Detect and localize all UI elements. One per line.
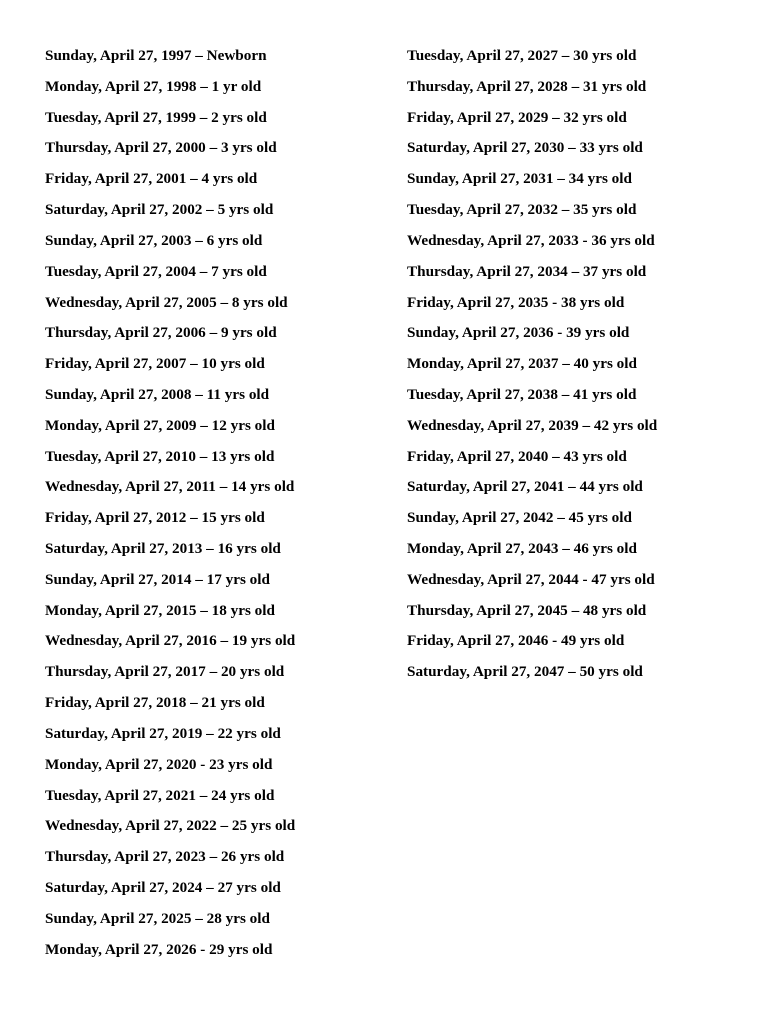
left-column-list [45,44,385,968]
birthday-entry: Monday, April 27, 1998 – 1 yr old [45,77,262,95]
birthday-entry: Sunday, April 27, 1997 – Newborn [45,47,267,64]
birthday-entry: Thursday, April 27, 2006 – 9 yrs old [45,324,277,342]
right-column-list [407,44,747,691]
birthday-entry: Tuesday, April 27, 2021 – 24 yrs old [45,786,275,804]
birthday-entry: Friday, April 27, 2001 – 4 yrs old [45,170,258,188]
birthday-entry: Monday, April 27, 2037 – 40 yrs old [407,355,637,373]
birthday-entry: Thursday, April 27, 2028 – 31 yrs old [407,77,647,95]
birthday-entry: Thursday, April 27, 2017 – 20 yrs old [45,663,285,681]
birthday-entry: Sunday, April 27, 2025 – 28 yrs old [45,909,270,927]
birthday-entry: Sunday, April 27, 2014 – 17 yrs old [45,570,270,588]
birthday-entry: Friday, April 27, 2007 – 10 yrs old [45,355,265,373]
birthday-entry: Wednesday, April 27, 2011 – 14 yrs old [45,478,295,496]
birthday-entry: Friday, April 27, 2029 – 32 yrs old [407,108,627,126]
birthday-entry: Saturday, April 27, 2030 – 33 yrs old [407,139,643,157]
birthday-entry: Wednesday, April 27, 2033 - 36 yrs old [407,231,655,249]
birthday-entry: Sunday, April 27, 2003 – 6 yrs old [45,231,263,249]
birthday-entry: Saturday, April 27, 2047 – 50 yrs old [407,663,643,681]
birthday-entry: Sunday, April 27, 2008 – 11 yrs old [45,385,270,403]
birthday-entry: Friday, April 27, 2012 – 15 yrs old [45,509,265,527]
birthday-entry: Wednesday, April 27, 2022 – 25 yrs old [45,817,296,835]
birthday-entry: Thursday, April 27, 2034 – 37 yrs old [407,262,647,280]
birthday-entry: Tuesday, April 27, 2010 – 13 yrs old [45,447,275,465]
birthday-entry: Friday, April 27, 2040 – 43 yrs old [407,447,627,465]
birthday-entry: Wednesday, April 27, 2016 – 19 yrs old [45,632,296,650]
birthday-entry: Saturday, April 27, 2024 – 27 yrs old [45,878,281,896]
birthday-entry: Monday, April 27, 2043 – 46 yrs old [407,540,637,557]
birthday-entry: Thursday, April 27, 2023 – 26 yrs old [45,848,285,866]
birthday-entry: Sunday, April 27, 2036 - 39 yrs old [407,324,630,342]
birthday-entry: Saturday, April 27, 2019 – 22 yrs old [45,724,281,742]
birthday-entry: Saturday, April 27, 2013 – 16 yrs old [45,540,281,557]
birthday-entry: Saturday, April 27, 2041 – 44 yrs old [407,478,643,496]
birthday-entry: Wednesday, April 27, 2044 - 47 yrs old [407,570,655,588]
birthday-entry: Tuesday, April 27, 2027 – 30 yrs old [407,47,637,64]
birthday-entry: Monday, April 27, 2026 - 29 yrs old [45,940,273,958]
birthday-entry: Friday, April 27, 2035 - 38 yrs old [407,293,625,311]
birthday-entry: Monday, April 27, 2020 - 23 yrs old [45,755,273,773]
birthday-entry: Sunday, April 27, 2031 – 34 yrs old [407,170,632,188]
birthday-entry: Tuesday, April 27, 2038 – 41 yrs old [407,385,637,403]
birthday-entry: Tuesday, April 27, 2032 – 35 yrs old [407,201,637,219]
birthday-entry: Sunday, April 27, 2042 – 45 yrs old [407,509,632,527]
birthday-entry: Friday, April 27, 2018 – 21 yrs old [45,694,265,712]
birthday-entry: Monday, April 27, 2009 – 12 yrs old [45,416,275,434]
birthday-entry: Thursday, April 27, 2045 – 48 yrs old [407,601,647,619]
birthday-entry: Wednesday, April 27, 2039 – 42 yrs old [407,416,658,434]
birthday-entry: Wednesday, April 27, 2005 – 8 yrs old [45,293,288,311]
birthday-entry: Thursday, April 27, 2000 – 3 yrs old [45,139,277,157]
birthday-entry: Monday, April 27, 2015 – 18 yrs old [45,601,275,619]
birthday-entry: Saturday, April 27, 2002 – 5 yrs old [45,201,274,219]
birthday-entry: Tuesday, April 27, 2004 – 7 yrs old [45,262,267,280]
birthday-entry: Friday, April 27, 2046 - 49 yrs old [407,632,625,650]
birthday-entry: Tuesday, April 27, 1999 – 2 yrs old [45,108,267,126]
